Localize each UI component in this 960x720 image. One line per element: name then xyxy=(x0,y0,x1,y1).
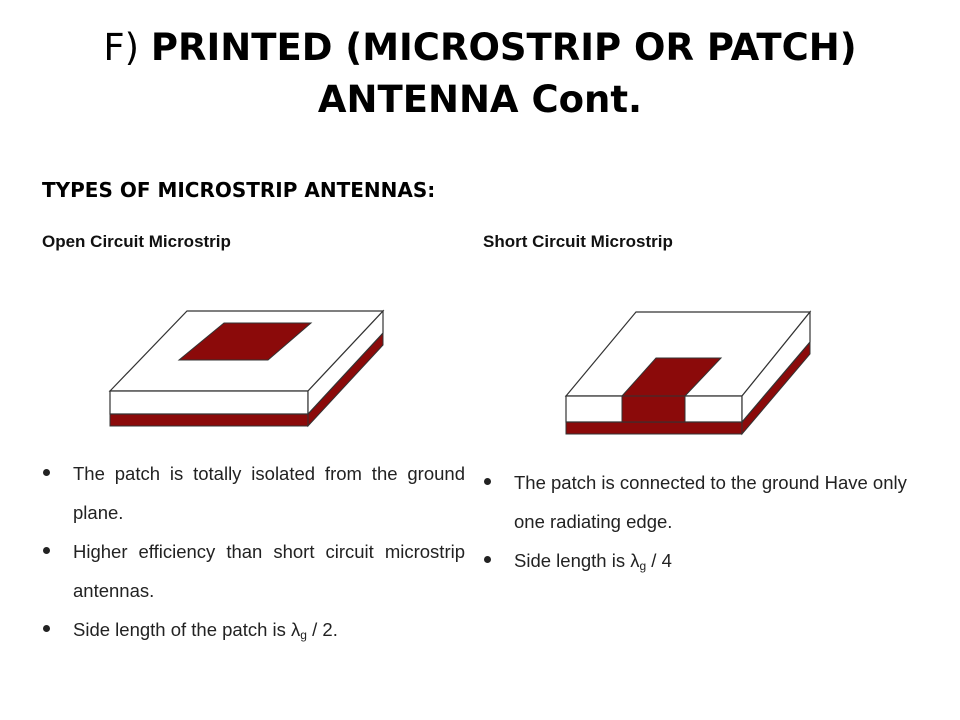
short-ground-plane-front xyxy=(566,422,742,434)
list-item: The patch is totally isolated from the ground plane. xyxy=(40,454,465,532)
lambda-subscript: g xyxy=(639,559,647,573)
open-circuit-bullets xyxy=(40,454,465,655)
short-circuit-bullets xyxy=(481,463,931,586)
slide-title xyxy=(0,22,960,126)
lambda-symbol: λ xyxy=(630,550,640,571)
list-item xyxy=(481,541,931,586)
lambda-symbol: λ xyxy=(291,619,301,640)
open-ground-plane-front xyxy=(110,414,308,426)
title-line-1 xyxy=(0,22,960,74)
list-item: Higher efficiency than short circuit microstrip antennas. xyxy=(40,532,465,610)
title-line-2: ANTENNA Cont. xyxy=(317,78,643,121)
open-circuit-heading: Open Circuit Microstrip xyxy=(42,232,231,251)
bullet-suffix: / 4 xyxy=(646,550,672,571)
short-circuit-microstrip-diagram xyxy=(558,305,818,437)
short-circuit-heading: Short Circuit Microstrip xyxy=(483,232,673,251)
section-subtitle: TYPES OF MICROSTRIP ANTENNAS: xyxy=(42,178,436,202)
bullet-suffix: / 2. xyxy=(306,619,338,640)
bullet-prefix: Side length is xyxy=(514,550,631,571)
list-item: The patch is connected to the ground Have only one radiating edge. xyxy=(481,463,931,541)
list-item xyxy=(40,610,465,655)
title-prefix: F) xyxy=(103,26,140,69)
title-main: PRINTED (MICROSTRIP OR PATCH) xyxy=(150,26,857,69)
open-circuit-microstrip-diagram xyxy=(100,300,390,435)
short-patch-wall xyxy=(622,396,685,422)
bullet-prefix: Side length of the patch is xyxy=(73,619,292,640)
lambda-subscript: g xyxy=(300,628,307,642)
open-substrate-front xyxy=(110,391,308,414)
